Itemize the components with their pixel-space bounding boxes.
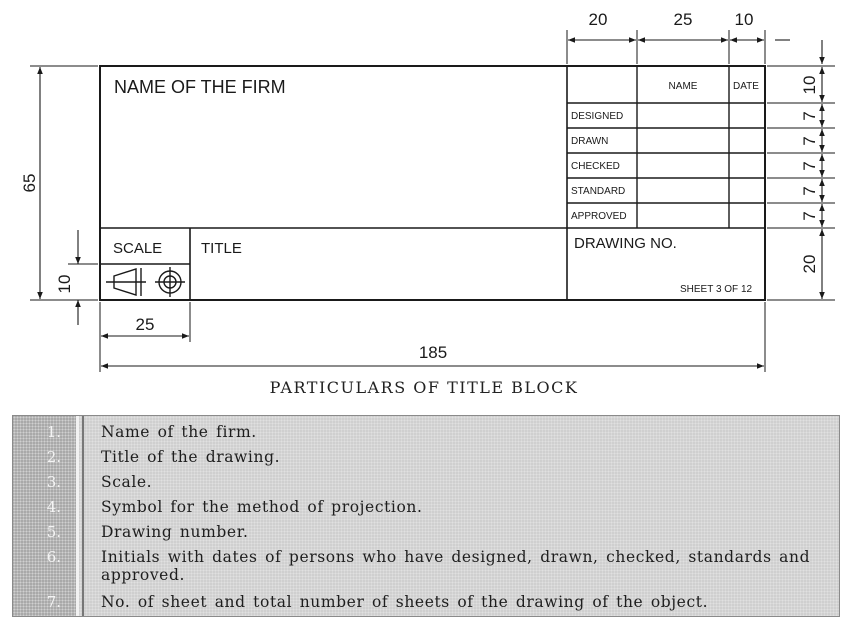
row-number: 1.	[46, 423, 61, 441]
dim-right-7-standard: 7	[800, 186, 819, 196]
dim-right-7-designed: 7	[800, 111, 819, 121]
row-text: Symbol for the method of projection.	[101, 498, 423, 516]
drawing-number-label: DRAWING NO.	[574, 235, 677, 252]
row-number: 4.	[46, 498, 61, 516]
column-divider	[76, 416, 79, 616]
particulars-table	[12, 415, 840, 617]
row-label-approved: APPROVED	[571, 211, 627, 222]
number-column	[13, 416, 76, 616]
title-label: TITLE	[201, 240, 242, 257]
scale-label: SCALE	[113, 240, 163, 257]
dim-right-20: 20	[800, 254, 819, 274]
date-column-header: DATE	[733, 81, 759, 92]
row-text: Title of the drawing.	[101, 448, 281, 466]
dim-left-65: 65	[20, 173, 39, 193]
dim-bottom-185: 185	[418, 343, 448, 362]
dim-left-10: 10	[55, 274, 74, 294]
row-label-checked: CHECKED	[571, 161, 620, 172]
row-text: Name of the firm.	[101, 423, 257, 441]
row-label-drawn: DRAWN	[571, 136, 609, 147]
dim-right-7-checked: 7	[800, 161, 819, 171]
dim-top-25: 25	[673, 10, 693, 29]
dim-right-7-drawn: 7	[800, 136, 819, 146]
row-number: 6.	[46, 548, 61, 566]
column-divider-shadow	[82, 416, 84, 616]
dim-top-10: 10	[734, 10, 754, 29]
row-text: Drawing number.	[101, 523, 249, 541]
row-number: 5.	[46, 523, 61, 541]
row-label-designed: DESIGNED	[571, 111, 624, 122]
row-label-standard: STANDARD	[571, 186, 626, 197]
row-text: No. of sheet and total number of sheets of the drawing of the object.	[101, 593, 709, 611]
dim-bottom-25: 25	[135, 315, 155, 334]
dim-right-10: 10	[800, 75, 819, 95]
firm-name-label: NAME OF THE FIRM	[114, 77, 286, 97]
row-text: Scale.	[101, 473, 153, 491]
dim-right-7-approved: 7	[800, 211, 819, 221]
name-column-header: NAME	[668, 81, 698, 92]
row-number: 3.	[46, 473, 61, 491]
row-text: Initials with dates of persons who have designed, drawn, checked, standards and approved.	[101, 548, 811, 584]
sheet-label: SHEET 3 OF 12	[680, 284, 753, 295]
row-number: 2.	[46, 448, 61, 466]
projection-symbol-icon	[106, 267, 185, 297]
title-block-frame	[100, 66, 765, 300]
diagram-caption: PARTICULARS OF TITLE BLOCK	[269, 378, 579, 397]
row-number: 7.	[46, 593, 61, 611]
dim-top-20: 20	[588, 10, 608, 29]
